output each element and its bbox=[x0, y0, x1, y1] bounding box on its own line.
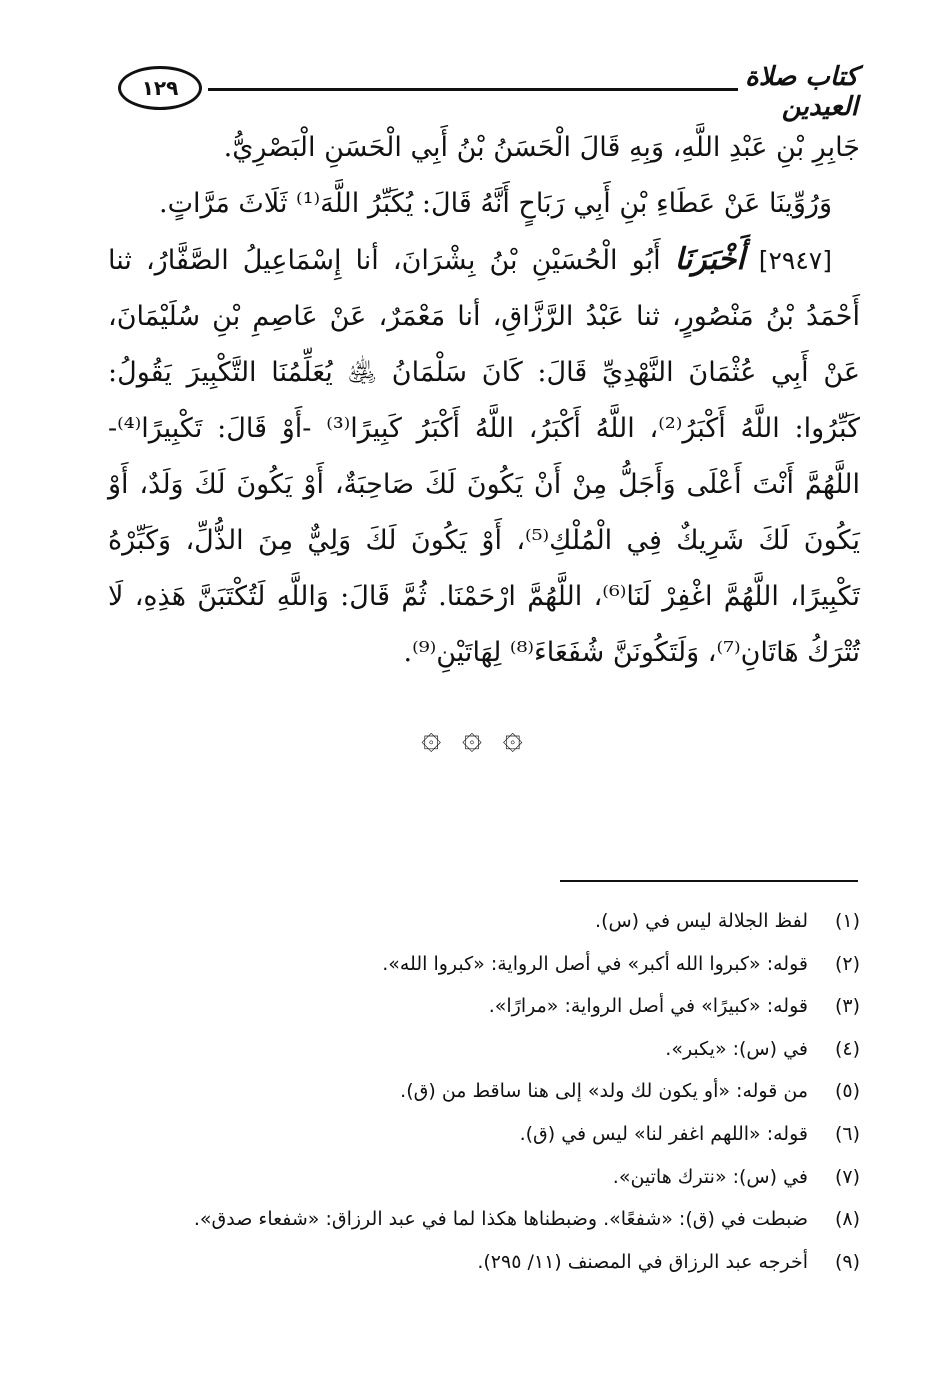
footnote-item bbox=[108, 1198, 860, 1241]
footnote-number: (٥) bbox=[834, 1080, 860, 1103]
footnote-number: (٢) bbox=[834, 952, 860, 975]
footnote-item bbox=[108, 1113, 860, 1156]
main-text bbox=[108, 120, 860, 681]
footnote-item bbox=[108, 985, 860, 1028]
page-header bbox=[118, 58, 858, 122]
paragraph-2: وَرُوِّينَا عَنْ عَطَاءِ بْنِ أَبِي رَبَاحٍ أَنَّهُ قَالَ: يُكَبِّرُ اللَّهَ⁽¹⁾ ثَلَاثَ مَرَّاتٍ. bbox=[158, 188, 832, 219]
footnote-item bbox=[108, 1028, 860, 1071]
footnotes bbox=[108, 900, 860, 1283]
footnote-text: قوله: «اللهم اغفر لنا» ليس في (ق). bbox=[519, 1122, 808, 1145]
footnote-item bbox=[108, 900, 860, 943]
footnote-number: (٦) bbox=[834, 1122, 860, 1145]
akhbarana-label: أَخْبَرَنَا bbox=[674, 242, 745, 277]
footnote-item bbox=[108, 1156, 860, 1199]
footnote-number: (٣) bbox=[834, 995, 860, 1018]
paragraph-1: جَابِرِ بْنِ عَبْدِ اللَّهِ، وَبِهِ قَالَ الْحَسَنُ بْنُ أَبِي الْحَسَنِ الْبَصْرِيُّ. bbox=[223, 132, 860, 163]
page-number: ١٢٩ bbox=[118, 66, 202, 110]
hadith-text: أَبُو الْحُسَيْنِ بْنُ بِشْرَانَ، أنا إِسْمَاعِيلُ الصَّفَّارُ، ثنا أَحْمَدُ بْنُ مَنْصُورٍ، ثنا عَبْدُ الرَّزَّاقِ، أنا مَعْمَرٌ، عَنْ عَاصِمِ بْنِ سُلَيْمَانَ، عَنْ أَبِي عُثْمَانَ النَّهْدِيِّ قَالَ: كَانَ سَلْمَانُ ﵁ يُعَلِّمُنَا التَّكْبِيرَ يَقُولُ: كَبِّرُوا: اللَّهُ أَكْبَرُ⁽²⁾، اللَّهُ أَكْبَرُ، اللَّهُ أَكْبَرُ كَبِيرًا⁽³⁾ -أَوْ قَالَ: تَكْبِيرًا⁽⁴⁾- اللَّهُمَّ أَنْتَ أَعْلَى وَأَجَلُّ مِنْ أَنْ يَكُونَ لَكَ صَاحِبَةٌ، أَوْ يَكُونَ لَكَ وَلَدٌ، أَوْ يَكُونَ لَكَ شَرِيكٌ فِي الْمُلْكِ⁽⁵⁾، أَوْ يَكُونَ لَكَ وَلِيٌّ مِنَ الذُّلِّ، وَكَبِّرْهُ تَكْبِيرًا، اللَّهُمَّ اغْفِرْ لَنَا⁽⁶⁾، اللَّهُمَّ ارْحَمْنَا. ثُمَّ قَالَ: وَاللَّهِ لَتُكْتَبَنَّ هَذِهِ، لَا تُتْرَكُ هَاتَانِ⁽⁷⁾، وَلَتَكُونَنَّ شُفَعَاءَ⁽⁸⁾ لِهَاتَيْنِ⁽⁹⁾. bbox=[108, 245, 861, 668]
footnote-item bbox=[108, 1070, 860, 1113]
footnote-text: قوله: «كبيرًا» في أصل الرواية: «مرارًا». bbox=[488, 995, 808, 1018]
footnote-text: من قوله: «أو يكون لك ولد» إلى هنا ساقط من (ق). bbox=[400, 1080, 808, 1103]
footnote-number: (١) bbox=[834, 910, 860, 932]
ornament-icon: ۞ bbox=[421, 717, 442, 757]
footnote-text: أخرجه عبد الرزاق في المصنف (١١/ ٢٩٥). bbox=[477, 1250, 808, 1273]
footnote-separator bbox=[560, 880, 858, 882]
footnote-number: (٤) bbox=[834, 1037, 860, 1060]
footnote-item bbox=[108, 943, 860, 986]
ornament-icon: ۞ bbox=[502, 717, 523, 757]
footnote-item bbox=[108, 1241, 860, 1284]
book-title: كتاب صلاة العيدين bbox=[745, 62, 858, 122]
hadith-paragraph bbox=[108, 232, 860, 681]
footnote-number: (٧) bbox=[834, 1165, 860, 1188]
header-divider bbox=[208, 88, 738, 91]
footnote-text: لفظ الجلالة ليس في (س). bbox=[595, 910, 808, 932]
section-ornaments bbox=[0, 716, 944, 757]
footnote-text: في (س): «يكبر». bbox=[665, 1037, 808, 1060]
footnote-text: في (س): «نترك هاتين». bbox=[612, 1165, 808, 1188]
ornament-icon: ۞ bbox=[462, 717, 482, 757]
hadith-number: [٢٩٤٧] bbox=[758, 246, 832, 275]
footnote-number: (٨) bbox=[834, 1208, 860, 1231]
footnote-text: ضبطت في (ق): «شفعًا». وضبطناها هكذا لما في عبد الرزاق: «شفعاء صدق». bbox=[193, 1208, 808, 1231]
footnote-text: قوله: «كبروا الله أكبر» في أصل الرواية: «كبروا الله». bbox=[382, 952, 808, 975]
footnote-number: (٩) bbox=[834, 1250, 860, 1273]
